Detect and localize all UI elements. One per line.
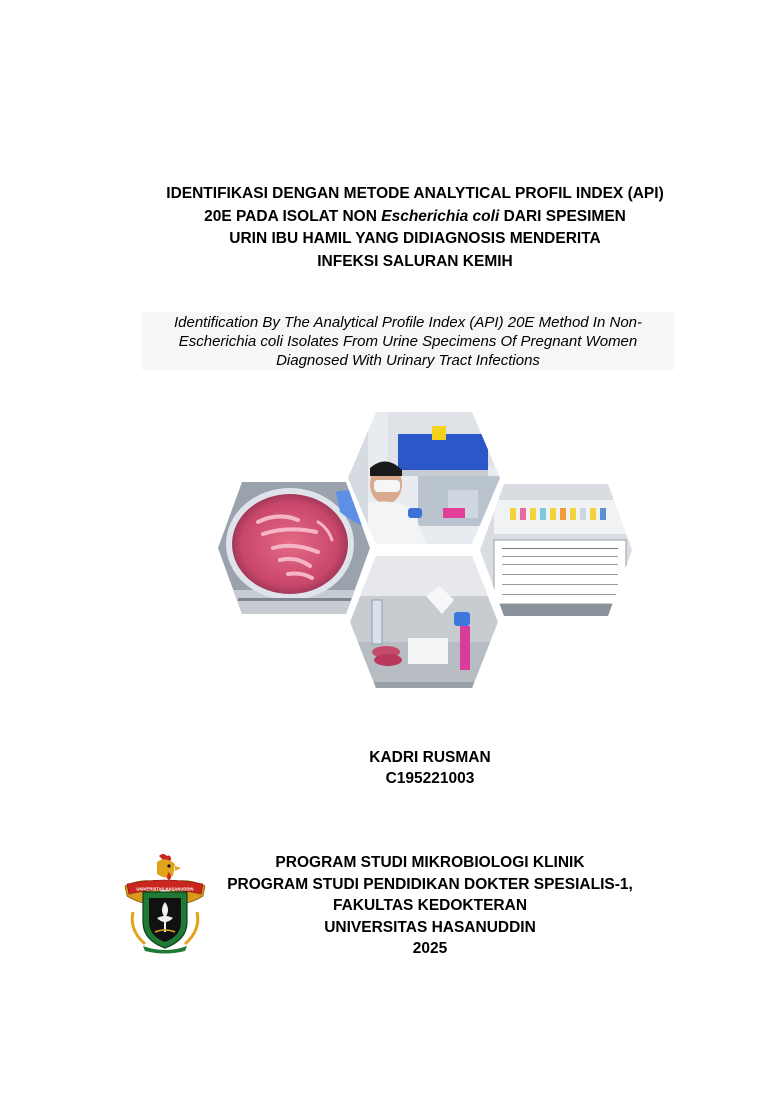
subtitle-line-1: Identification By The Analytical Profile Index (API) 20E Method In Non- bbox=[173, 314, 642, 331]
institution-line-1: PROGRAM STUDI MIKROBIOLOGI KLINIK bbox=[275, 854, 585, 871]
title-line-2-end: DARI SPESIMEN bbox=[499, 207, 626, 225]
institution-line-4: UNIVERSITAS HASANUDDIN bbox=[324, 918, 536, 936]
rooster-icon bbox=[157, 854, 181, 880]
institution-line-3: FAKULTAS KEDOKTERAN bbox=[332, 897, 528, 914]
publication-year: 2025 bbox=[412, 940, 448, 957]
author-block bbox=[230, 747, 630, 789]
photo-api-strip bbox=[480, 484, 632, 616]
student-id: C195221003 bbox=[385, 770, 475, 787]
hexagon-photo-collage bbox=[216, 410, 634, 692]
title-line-1: IDENTIFIKASI DENGAN METODE ANALYTICAL PROFIL INDEX (API) bbox=[166, 185, 664, 202]
photo-biosafety-cabinet bbox=[350, 556, 498, 688]
author-name: KADRI RUSMAN bbox=[369, 749, 491, 766]
title-line-2-start: 20E PADA ISOLAT NON bbox=[204, 207, 382, 225]
subtitle-line-3: Diagnosed With Urinary Tract Infections bbox=[276, 352, 540, 369]
title-species-name: Escherichia coli bbox=[381, 207, 500, 225]
crest-banner-text: UNIVERSITAS HASANUDDIN bbox=[136, 886, 194, 892]
university-crest-logo bbox=[123, 852, 207, 954]
thesis-title-english bbox=[142, 312, 674, 370]
institution-line-2: PROGRAM STUDI PENDIDIKAN DOKTER SPESIALIS-1, bbox=[227, 875, 633, 893]
title-line-2 bbox=[90, 206, 740, 229]
photo-agar-plate bbox=[218, 482, 370, 614]
institution-block bbox=[210, 852, 650, 960]
subtitle-line-2: Escherichia coli Isolates From Urine Specimens Of Pregnant Women bbox=[178, 333, 638, 350]
title-line-4: INFEKSI SALURAN KEMIH bbox=[317, 252, 513, 270]
photo-lab-technician bbox=[348, 412, 500, 544]
title-line-3: URIN IBU HAMIL YANG DIDIAGNOSIS MENDERITA bbox=[229, 230, 601, 247]
thesis-title-indonesian bbox=[90, 183, 740, 273]
